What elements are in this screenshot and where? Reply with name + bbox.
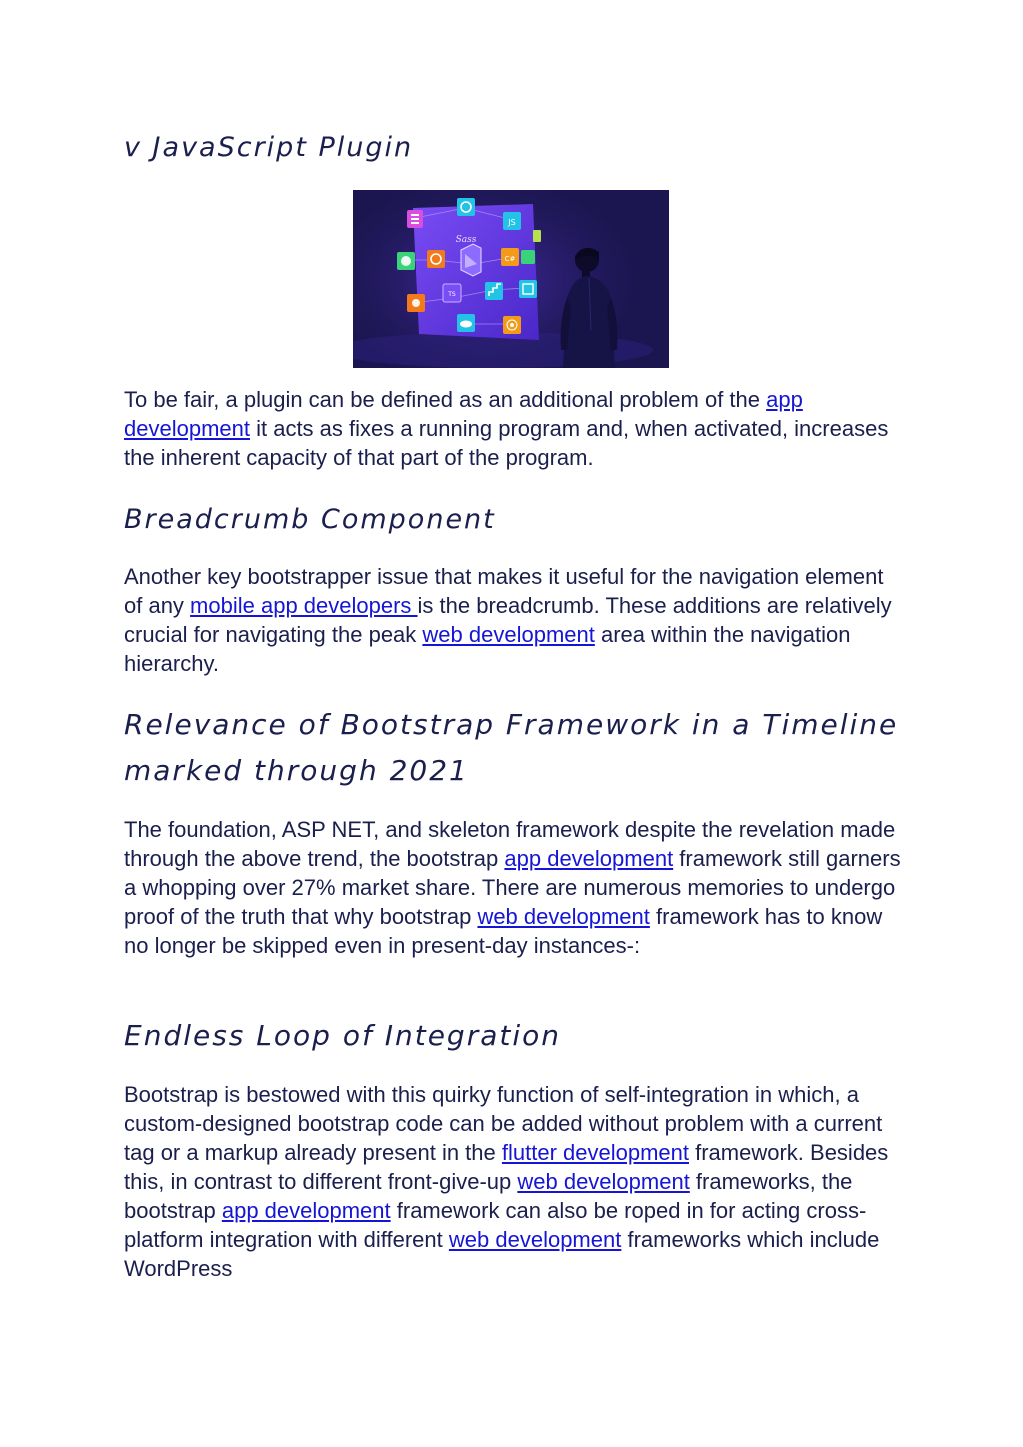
section-heading-breadcrumb: Breadcrumb Component	[124, 504, 496, 535]
text-span: frameworks which include WordPress	[124, 1227, 880, 1281]
link-web-development[interactable]: web development	[477, 904, 650, 929]
section-heading-relevance: Relevance of Bootstrap Framework in a Timeline marked through 2021	[124, 708, 899, 787]
tile-sass-icon	[456, 235, 477, 245]
link-app-development[interactable]: app development	[221, 1198, 391, 1223]
hero-illustration-svg	[353, 190, 669, 368]
paragraph-endless-loop	[124, 1080, 904, 1283]
text-span: framework. Besides this, in contrast to different front-give-up	[124, 1140, 889, 1194]
tile-orange-icon	[407, 294, 425, 312]
link-mobile-app-developers[interactable]: mobile app developers	[190, 593, 418, 618]
text-span: it acts as fixes a running program and, when activated, increases the inherent capacity of that part of the program.	[124, 416, 889, 470]
text-span: Bootstrap is bestowed with this quirky function of self-integration in which, a custom-designed bootstrap code can be added without problem with a current tag or a markup already present in the	[124, 1082, 883, 1165]
visual-studio-icon	[461, 244, 481, 276]
paragraph-javascript-plugin	[124, 385, 904, 472]
text-span: frameworks, the bootstrap	[124, 1169, 853, 1223]
tile-stairs-icon	[485, 282, 503, 300]
link-web-development[interactable]: web development	[422, 622, 595, 647]
svg-text:Sass: Sass	[455, 235, 477, 245]
link-app-development[interactable]: app development	[124, 387, 803, 441]
link-flutter-development[interactable]: flutter development	[501, 1140, 689, 1165]
paragraph-breadcrumb	[124, 562, 904, 678]
link-app-development[interactable]: app development	[504, 846, 674, 871]
section-heading-javascript-plugin: v JavaScript Plugin	[124, 132, 414, 163]
tile-files-icon	[407, 210, 423, 228]
tile-lime-icon	[533, 230, 541, 242]
svg-text:C#: C#	[504, 255, 516, 263]
text-span: framework has to know no longer be skipped even in present-day instances-:	[124, 904, 883, 958]
tile-html-icon	[519, 280, 537, 298]
text-span: Another key bootstrapper issue that makes it useful for the navigation element of any	[124, 564, 884, 618]
paragraph-relevance	[124, 815, 904, 960]
tile-webpack-icon	[521, 250, 535, 264]
link-web-development[interactable]: web development	[448, 1227, 622, 1252]
tile-csharp-icon	[501, 248, 519, 266]
tile-chart-icon	[457, 198, 475, 216]
tile-settings-icon	[427, 250, 445, 268]
tile-ts-icon	[443, 284, 461, 302]
tile-js-icon	[503, 212, 521, 230]
text-span: framework can also be roped in for acting cross-platform integration with different	[124, 1198, 867, 1252]
svg-text:TS: TS	[448, 291, 456, 298]
text-span: To be fair, a plugin can be defined as an additional problem of the	[124, 387, 767, 412]
text-span: The foundation, ASP NET, and skeleton framework despite the revelation made through the above trend, the bootstrap	[124, 817, 896, 871]
hero-illustration	[353, 190, 669, 368]
svg-text:JS: JS	[508, 218, 516, 227]
tile-signal-icon	[503, 316, 521, 334]
text-span: area within the navigation hierarchy.	[124, 622, 851, 676]
tile-green-icon	[397, 252, 415, 270]
text-span: framework still garners a whopping over 27% market share. There are numerous memories to undergo proof of the truth that why bootstrap	[124, 846, 901, 929]
text-span: is the breadcrumb. These additions are relatively crucial for navigating the peak	[124, 593, 892, 647]
tile-cloud-icon	[457, 314, 475, 332]
link-web-development[interactable]: web development	[517, 1169, 690, 1194]
section-heading-endless-loop: Endless Loop of Integration	[124, 1019, 562, 1052]
